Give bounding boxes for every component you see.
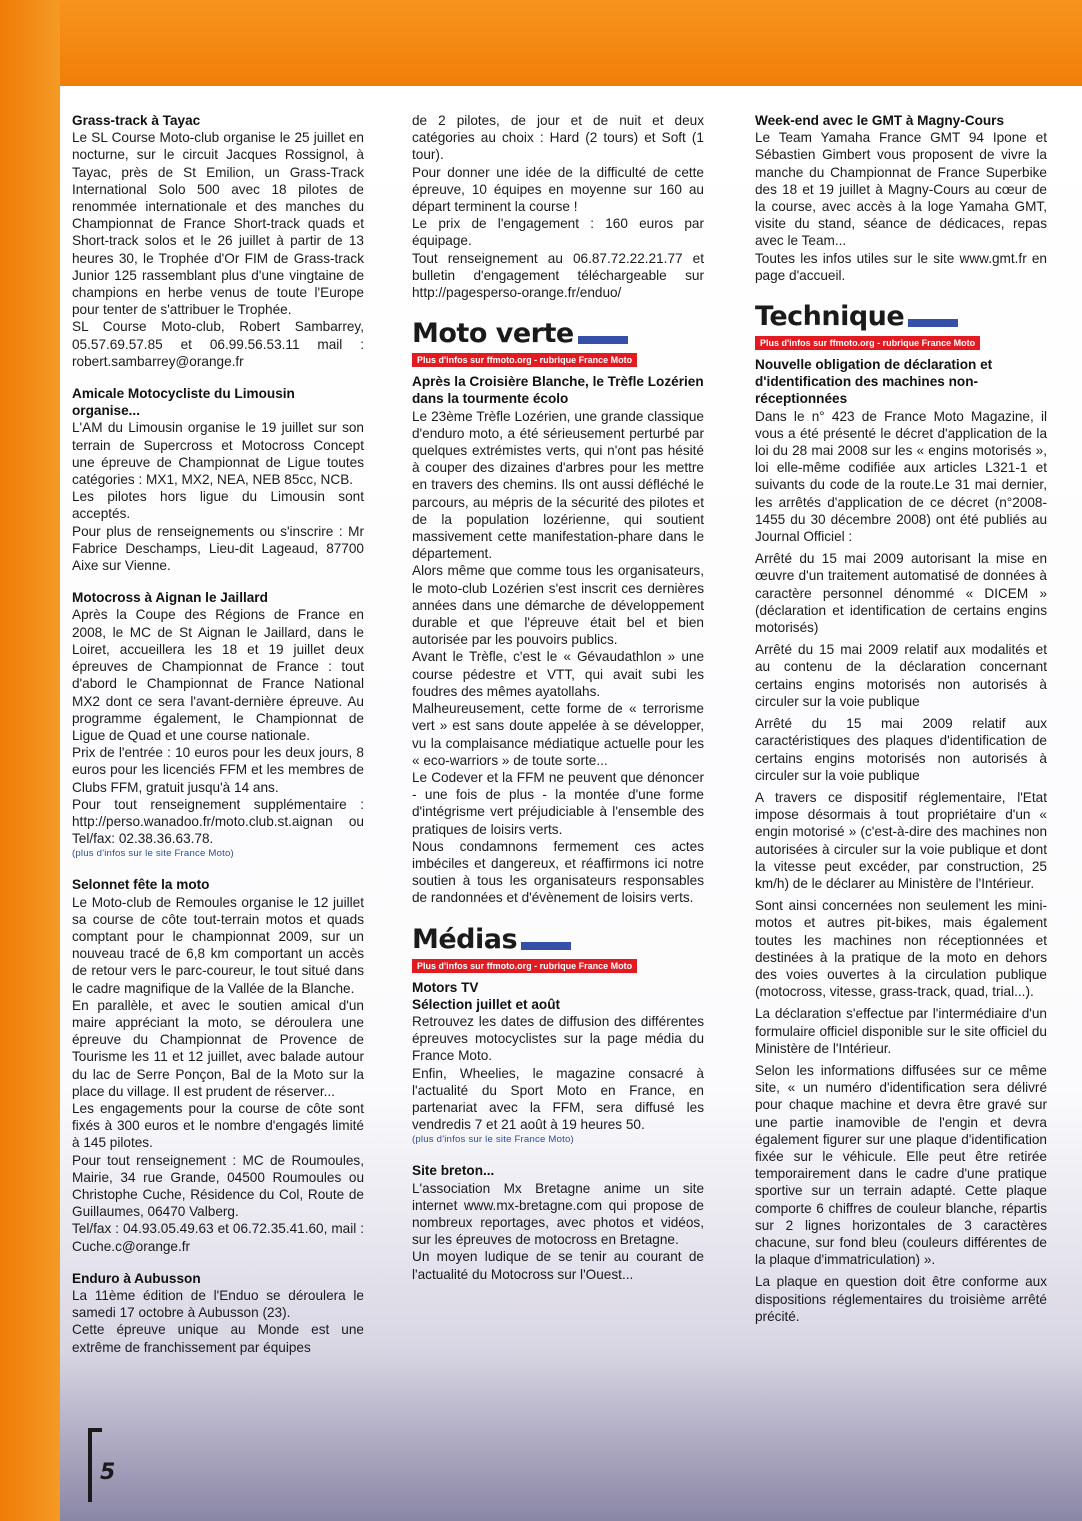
article-title: Motors TV: [412, 979, 479, 995]
article-selonnet: [72, 876, 364, 1254]
page-mark-bar: [88, 1428, 92, 1502]
article-paragraph: Pour tout renseignement supplémentaire : http://perso.wanadoo.fr/moto.club.st.aignan ou Tel/fax: 02.38.36.63.78.: [72, 796, 364, 847]
article-paragraph: Le prix de l'engagement : 160 euros par équipage.: [412, 216, 704, 249]
section-title: Technique: [755, 301, 905, 333]
article-paragraph: Retrouvez les dates de diffusion des différentes épreuves motocyclistes sur la page média du France Moto.: [412, 1013, 704, 1064]
article-paragraph: Toutes les infos utiles sur le site www.gmt.fr en page d'accueil.: [755, 250, 1047, 283]
article-paragraph: Malheureusement, cette forme de « terrorisme vert » est sans doute appelée à se développer, vu la complaisance médiatique actuelle pour les « eco-warriors » de toute sorte...: [412, 701, 704, 768]
article-enduro-aubusson: [72, 1270, 364, 1356]
article-title: Après la Croisière Blanche, le Trèfle Lozérien dans la tourmente écolo: [412, 374, 704, 407]
article-paragraph: Pour plus de renseignements ou s'inscrire : Mr Fabrice Deschamps, Lieu-dit Lageaud, 87700 Aixe sur Vienne.: [72, 523, 364, 574]
more-info-note: (plus d'infos sur le site France Moto): [412, 1134, 574, 1146]
article-enduro-continued: [412, 112, 704, 301]
article-paragraph: Avant le Trèfle, c'est le « Gévaudathlon » une course pédestre et VTT, qui avait subi les foudres des mêmes ayatollahs.: [412, 649, 704, 699]
section-bar: [521, 942, 571, 950]
article-paragraph: Un moyen ludique de se tenir au courant de l'actualité du Motocross sur l'Ouest...: [412, 1249, 704, 1282]
column-left: [72, 112, 364, 1371]
article-paragraph: La déclaration s'effectue par l'intermédiaire d'un formulaire officiel disponible sur le site officiel du Ministère de l'Intérieur.: [755, 1006, 1047, 1056]
top-orange-band: [0, 0, 1082, 86]
article-body: Le SL Course Moto-club organise le 25 juillet en nocturne, sur le circuit Jacques Rossignol, à Tayac, près de St Emilion, un Grass-Track International Solo 500 avec 18 pilotes de renommée internationale et des manches du Championnat de France Short-track quads et Short-track solos et le 26 juillet à partir de 13 heures 30, le Trophée d'Or FIM de Grass-track Junior 125 rassemblant plus d'une vingtaine de champions en herbe venus de toute l'Europe pour tenter de s'attribuer le Trophée.: [72, 130, 364, 318]
article-gmt-magny-cours: [755, 112, 1047, 284]
article-paragraph: Tout renseignement au 06.87.72.22.21.77 et bulletin d'engagement téléchargeable sur http://pagesperso-orange.fr/enduo/: [412, 250, 704, 301]
article-paragraph: Arrêté du 15 mai 2009 relatif aux caractéristiques des plaques d'identification de certains engins motorisés non autorisés à circuler sur la voie publique: [755, 716, 1047, 783]
article-paragraph: L'AM du Limousin organise le 19 juillet sur son terrain de Supercross et Motocross Concept une épreuve de Championnat de Ligue toutes catégories : MX1, MX2, NEA, NEB 85cc, NCB.: [72, 420, 364, 488]
article-site-breton: [412, 1162, 704, 1282]
article-contact: SL Course Moto-club, Robert Sambarrey, 05.57.69.57.85 et 06.99.56.53.11 mail : robert.sambarrey@orange.fr: [72, 319, 364, 369]
article-paragraph: de 2 pilotes, de jour et de nuit et deux catégories au choix : Hard (2 tours) et Soft (1 tour).: [412, 113, 704, 163]
article-paragraph: Dans le n° 423 de France Moto Magazine, il vous a été présenté le décret d'application de la loi du 28 mai 2008 sur les « engins motorisés », loi elle-même codifiée aux articles L321-1 et suivants du code de la route.Le 31 mai dernier, les arrêtés d'application de ce décret (n°2008-1455 du 30 décembre 2008) ont été publiés au Journal Officiel :: [755, 408, 1047, 545]
column-middle: [412, 112, 704, 1298]
section-bar: [908, 319, 958, 327]
article-grass-track: [72, 112, 364, 370]
article-subtitle: Sélection juillet et août: [412, 996, 561, 1012]
article-paragraph: Le 23ème Trèfle Lozérien, une grande classique d'enduro moto, a été sérieusement perturbé par quelques extrémistes verts, qui n'ont pas hésité à couper des dizaines d'arbres pour les mettre en travers des chemins. Ils ont aussi défléché le parcours, au mépris de la sécurité des pilotes et de la population lozérienne, qui soutient massivement cette manifestation-phare dans le département.: [412, 408, 704, 562]
article-paragraph: Sont ainsi concernées non seulement les mini-motos et autres pit-bikes, mais également toutes les machines non réceptionnées et destinées à la pratique de la moto en dehors des voies ouvertes à la circulation publique (motocross, vitesse, grass-track, quad, trial...).: [755, 898, 1047, 1000]
article-trefle-lozerien: [412, 373, 704, 906]
article-paragraph: En parallèle, et avec le soutien amical d'un maire appréciant la moto, se déroulera une épreuve du Championnat de Provence de Tourisme les 11 et 12 juillet, avec balade autour du lac de Serre Ponçon, Bal de la Moto sur la place du village. Il est prudent de réserver...: [72, 997, 364, 1099]
article-paragraph: Nous condamnons fermement ces actes imbéciles et dangereux, et réaffirmons ici notre soutien à tous les organisateurs responsables de randonnées et d'évènement de loisirs verts.: [412, 838, 704, 906]
article-paragraph: La plaque en question doit être conforme aux dispositions réglementaires du troisième arrêté précité.: [755, 1274, 1047, 1324]
article-paragraph: Les engagements pour la course de côte sont fixés à 300 euros et le nombre d'engagés limité à 145 pilotes.: [72, 1100, 364, 1151]
more-info-tag: Plus d'infos sur ffmoto.org - rubrique France Moto: [412, 353, 637, 367]
page-number: 5: [100, 1460, 116, 1485]
article-paragraph: La 11ème édition de l'Enduo se déroulera le samedi 17 octobre à Aubusson (23).: [72, 1288, 364, 1321]
section-title: Moto verte: [412, 318, 574, 350]
article-paragraph: A travers ce dispositif réglementaire, l'Etat impose désormais à tout propriétaire d'un « engin motorisé » (c'est-à-dire des machines non autorisées à circuler sur la voie publique et dont la vitesse peut excéder, par construction, 25 km/h) de le déclarer au Ministère de l'Intérieur.: [755, 789, 1047, 891]
section-header-technique: [755, 302, 1047, 332]
article-paragraph: Alors même que comme tous les organisateurs, le moto-club Lozérien s'est inscrit ces dernières années dans une démarche de développement durable et que l'épreuve était bel et bien autorisée par les pouvoirs publics.: [412, 563, 704, 648]
article-title: Motocross à Aignan le Jaillard: [72, 590, 268, 606]
article-title: Grass-track à Tayac: [72, 113, 201, 128]
article-obligation-declaration: [755, 356, 1047, 1325]
article-paragraph: Après la Coupe des Régions de France en 2008, le MC de St Aignan le Jaillard, dans le Loiret, accueillera les 18 et 19 juillet deux épreuves de Championnat de France : tout d'abord le Championnat de France National MX2 dont ce sera l'avant-dernière épreuve. Au programme également, le Championnat de Ligue de Quad et une course nationale.: [72, 607, 364, 743]
article-paragraph: L'association Mx Bretagne anime un site internet www.mx-bretagne.com qui propose de nombreux reportages, avec photos et vidéos, sur les épreuves de motocross en Bretagne.: [412, 1180, 704, 1248]
article-title: Week-end avec le GMT à Magny-Cours: [755, 113, 1005, 128]
article-paragraph: Tel/fax : 04.93.05.49.63 et 06.72.35.41.60, mail : Cuche.c@orange.fr: [72, 1221, 364, 1254]
article-title: Enduro à Aubusson: [72, 1270, 201, 1286]
article-paragraph: Cette épreuve unique au Monde est une extrême de franchissement par équipes: [72, 1322, 364, 1355]
article-paragraph: Arrêté du 15 mai 2009 autorisant la mise en œuvre d'un traitement automatisé de données à caractère personnel dénommé « DICEM » (déclaration et identification de certains engins motorisés): [755, 551, 1047, 636]
column-right: [755, 112, 1047, 1325]
article-paragraph: Selon les informations diffusées sur ce même site, « un numéro d'identification sera délivré pour chaque machine et devra être gravé sur une partie inamovible de l'engin et devra également figurer sur une plaque d'identification fixée sur le véhicule. Elle peut être retirée temporairement dans le cadre d'une pratique sportive sur un terrain adapté. Cette plaque comporte 6 chiffres de couleur blanche, répartis sur 2 lignes horizontales de 3 caractères chacune, sur fond bleu (couleurs différentes de la plaque d'immatriculation) ».: [755, 1062, 1047, 1268]
article-title: Selonnet fête la moto: [72, 877, 210, 893]
article-paragraph: Prix de l'entrée : 10 euros pour les deux jours, 8 euros pour les licenciés FFM et les membres de Clubs FFM, gratuit jusqu'à 14 ans.: [72, 745, 364, 795]
article-title: Site breton...: [412, 1163, 495, 1179]
left-orange-band: [0, 0, 60, 1521]
article-paragraph: Arrêté du 15 mai 2009 relatif aux modalités et au contenu de la déclaration concernant certains engins motorisés non autorisés à circuler sur la voie publique: [755, 642, 1047, 709]
section-title: Médias: [412, 923, 518, 955]
page-mark-tick: [88, 1428, 102, 1432]
more-info-tag: Plus d'infos sur ffmoto.org - rubrique France Moto: [755, 336, 980, 350]
article-title: Nouvelle obligation de déclaration et d'identification des machines non-réceptionnées: [755, 357, 993, 407]
article-paragraph: Enfin, Wheelies, le magazine consacré à l'actualité du Sport Moto en France, en partenariat avec la FFM, sera diffusé les vendredis 7 et 21 août à 19 heures 50.: [412, 1065, 704, 1133]
article-paragraph: Le Team Yamaha France GMT 94 Ipone et Sébastien Gimbert vous proposent de vivre la manche du Championnat de France Superbike des 18 et 19 juillet à Magny-Cours au cœur de la course, avec accès à la loge Yamaha GMT, visite du stand, séance de dédicaces, repas avec le Team...: [755, 130, 1047, 249]
article-paragraph: Pour donner une idée de la difficulté de cette épreuve, 10 équipes en moyenne sur 160 au départ terminent la course !: [412, 164, 704, 215]
article-amicale-limousin: [72, 385, 364, 574]
article-motocross-aignan: [72, 589, 364, 861]
article-paragraph: Les pilotes hors ligue du Limousin sont acceptés.: [72, 489, 364, 522]
article-paragraph: Pour tout renseignement : MC de Roumoules, Mairie, 34 rue Grande, 04500 Roumoules ou Christophe Cuche, Résidence du Col, Route de Guillaumes, 06470 Valberg.: [72, 1152, 364, 1220]
section-bar: [578, 336, 628, 344]
more-info-tag: Plus d'infos sur ffmoto.org - rubrique France Moto: [412, 959, 637, 973]
article-motors-tv: [412, 979, 704, 1148]
more-info-note: (plus d'infos sur le site France Moto): [72, 848, 234, 860]
article-paragraph: Le Codever et la FFM ne peuvent que dénoncer - une fois de plus - la montée d'une forme d'intégrisme vert préjudiciable à l'ensemble des pratiques de loisirs verts.: [412, 769, 704, 837]
section-header-medias: [412, 925, 704, 955]
section-header-moto-verte: [412, 319, 704, 349]
article-title: Amicale Motocycliste du Limousin organise...: [72, 386, 295, 419]
article-paragraph: Le Moto-club de Remoules organise le 12 juillet sa course de côte tout-terrain motos et quads comptant pour le championnat 2009, sur un nouveau tracé de 6,8 km comportant un accès de retour vers le parc-coureur, le tout situé dans le cadre magnifique de la Vallée de la Blanche.: [72, 894, 364, 996]
